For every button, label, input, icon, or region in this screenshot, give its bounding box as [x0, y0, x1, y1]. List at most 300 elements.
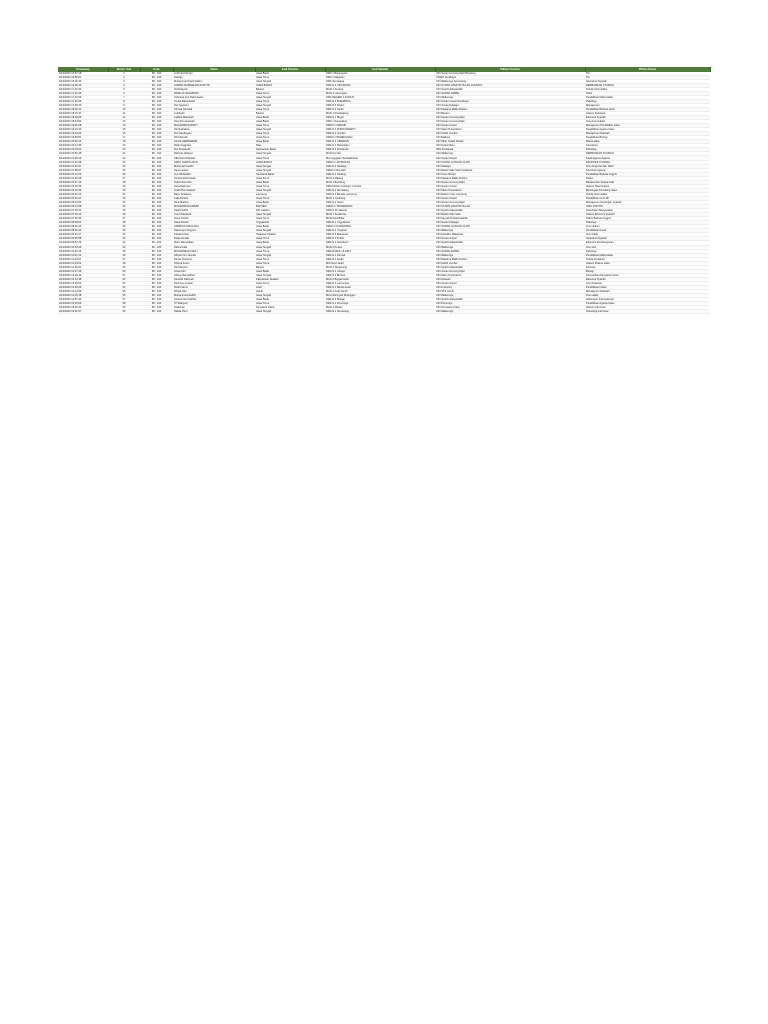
table-cell: 30 — [108, 188, 140, 192]
table-cell: 38 - 100 — [140, 132, 173, 136]
table-cell: Ulfa Nurul Hikmah — [173, 156, 255, 160]
table-cell: Kalimantan Selatan — [255, 277, 325, 281]
table-cell: 38 - 100 — [140, 124, 173, 128]
table-cell: Jawa Barat — [255, 298, 325, 302]
table-cell: 2/13/2020 20:33:02 — [58, 148, 108, 152]
table-cell: 2/13/2020 22:14:23 — [58, 172, 108, 176]
table-cell: 20 — [108, 148, 140, 152]
table-cell: 2/13/2020 20:02:14 — [58, 140, 108, 144]
table-cell: Ilmu Hadis — [585, 294, 710, 298]
table-cell: 2/14/2020 15:19:06 — [58, 302, 108, 306]
column-header[interactable]: Nomor Urut — [108, 67, 140, 72]
table-cell: Jawa Timur — [255, 132, 325, 136]
table-cell: UIN Sunan Ampel — [435, 124, 585, 128]
table-cell: 2/13/2020 22:30:48 — [58, 176, 108, 180]
column-header[interactable]: Timestamp — [58, 67, 108, 72]
table-cell: Pendidikan Matematika — [585, 95, 710, 99]
table-cell: Lampung — [255, 192, 325, 196]
table-cell: Hubungan Internasional — [585, 298, 710, 302]
table-cell: UIN Walisongo — [435, 152, 585, 156]
table-cell: Jawa Timur — [255, 237, 325, 241]
table-cell: Ekonomi Pembangunan — [585, 241, 710, 245]
table-cell: Jawa Barat — [255, 269, 325, 273]
table-cell: Teknologi Informasi — [585, 310, 710, 314]
table-cell: 38 - 100 — [140, 172, 173, 176]
table-cell: Sosiologi Agama — [585, 168, 710, 172]
table-cell: 38 - 100 — [140, 192, 173, 196]
table-cell: Ilmu Falak — [585, 233, 710, 237]
table-cell: UIN Sunan Ampel — [435, 156, 585, 160]
table-cell: MAN 2 Serang — [325, 87, 435, 91]
table-cell: Psi — [585, 75, 710, 79]
table-cell: SMA N 1 Garut — [325, 201, 435, 205]
table-cell: SMA N 1 Kediri — [325, 257, 435, 261]
table-cell: 2/14/2020 14:57:44 — [58, 298, 108, 302]
table-cell: 38 - 100 — [140, 306, 173, 310]
table-cell: Jawa Tengah — [255, 168, 325, 172]
table-cell: 2/13/2020 21:40:31 — [58, 164, 108, 168]
table-cell: SMA N 3 Pontianak — [325, 148, 435, 152]
table-cell: 38 - 100 — [140, 253, 173, 257]
table-cell: 38 - 100 — [140, 120, 173, 124]
table-cell: Jawa Barat — [255, 116, 325, 120]
table-cell: Pendidikan Matematika — [585, 253, 710, 257]
table-cell: 38 - 100 — [140, 79, 173, 83]
table-cell: MUHAMMAD RIZKY — [173, 124, 255, 128]
table-cell: Jawa Timur — [255, 91, 325, 95]
table-cell: Siti Fatimah — [173, 136, 255, 140]
table-cell: 2 — [108, 75, 140, 79]
table-cell: 38 - 100 — [140, 217, 173, 221]
table-cell: SMA N 1 Jember — [325, 132, 435, 136]
table-cell: Biologi — [585, 269, 710, 273]
table-cell: SMA N 1 Pekanbaru — [325, 144, 435, 148]
table-cell: Jawa Barat — [255, 201, 325, 205]
table-cell: MUHAMMAD FADLI — [173, 249, 255, 253]
table-cell: 38 - 100 — [140, 99, 173, 103]
table-cell: Riau — [255, 144, 325, 148]
table-cell: 2/13/2020 17:10:45 — [58, 91, 108, 95]
table-cell: 2/14/2020 11:01:33 — [58, 253, 108, 257]
table-cell: 2/13/2020 19:01:28 — [58, 124, 108, 128]
table-cell: UIN Raden Intan Lampung — [435, 192, 585, 196]
table-cell: UIN Maulana Malik Ibrahim — [435, 107, 585, 111]
table-cell: UIN Walisongo — [435, 310, 585, 314]
table-cell: 2/14/2020 13:10:38 — [58, 277, 108, 281]
table-cell: 7 — [108, 95, 140, 99]
table-cell: MAN Kendal — [325, 152, 435, 156]
table-cell: 38 - 100 — [140, 188, 173, 192]
table-cell: UIN Sunan Gunung Djati — [435, 116, 585, 120]
table-cell: Manajemen — [585, 103, 710, 107]
table-cell: 38 - 100 — [140, 152, 173, 156]
table-cell: 48 — [108, 261, 140, 265]
table-cell: UIN Walisongo — [435, 294, 585, 298]
table-cell: Jawa Timur — [255, 196, 325, 200]
table-cell: Mohamad Fadhil — [173, 164, 255, 168]
table-cell: 38 - 100 — [140, 298, 173, 302]
table-cell: 38 - 100 — [140, 277, 173, 281]
table-cell: Pendidikan Kimia — [585, 229, 710, 233]
table-cell: Akuntansi Syariah — [585, 237, 710, 241]
table-cell: 54 — [108, 285, 140, 289]
table-cell: 58 — [108, 302, 140, 306]
data-table — [58, 67, 711, 314]
table-cell: Yusuf Maulana — [173, 213, 255, 217]
table-cell: 13 — [108, 120, 140, 124]
table-cell: 38 - 100 — [140, 168, 173, 172]
table-cell: Gilang Ramadhan — [173, 273, 255, 277]
table-cell: 34 — [108, 205, 140, 209]
table-cell: 38 - 100 — [140, 75, 173, 79]
table-cell: 38 - 100 — [140, 257, 173, 261]
table-cell: 2/14/2020 06:01:27 — [58, 196, 108, 200]
table-cell: Yunita Rahmawati — [173, 99, 255, 103]
table-cell: Fauziah Rahmah — [173, 277, 255, 281]
table-cell: 38 - 100 — [140, 91, 173, 95]
table-cell: Jawa Tengah — [255, 213, 325, 217]
table-cell: 38 - 100 — [140, 144, 173, 148]
table-cell: 11 — [108, 111, 140, 115]
table-cell: 31 — [108, 192, 140, 196]
table-cell: 38 - 100 — [140, 221, 173, 225]
table-cell: Jawa Tengah — [255, 294, 325, 298]
table-cell: SMA N 1 Pemalang — [325, 188, 435, 192]
table-cell: PERBANKAN SYARIAH — [585, 152, 710, 156]
table-cell: UIN Maulana Malik Ibrahim — [435, 257, 585, 261]
table-cell: SMAN 1 Boyolali — [325, 168, 435, 172]
table-cell: 19 — [108, 144, 140, 148]
table-cell: 2/14/2020 10:40:15 — [58, 249, 108, 253]
table-cell: 2/14/2020 10:18:49 — [58, 245, 108, 249]
table-cell: SMA N 2 Salatiga — [325, 164, 435, 168]
table-cell: Hukum Ekonomi Syariah — [585, 213, 710, 217]
table-cell: JAWA BARAT — [255, 160, 325, 164]
table-cell: Indah Permatasari — [173, 188, 255, 192]
table-cell: Febriana Ayu Rahmawati — [173, 95, 255, 99]
table-cell: ANDRIAN MAULANA — [173, 225, 255, 229]
table-cell: Nabila Putri — [173, 310, 255, 314]
table-cell: UIN Saizu Purwokerto — [435, 128, 585, 132]
table-cell: 38 - 100 — [140, 83, 173, 87]
table-cell: Jawa Barat — [255, 140, 325, 144]
table-cell: 17 — [108, 136, 140, 140]
table-cell: Banten — [255, 111, 325, 115]
table-cell: Laila Fitriani — [173, 196, 255, 200]
table-cell: JAWA BARAT — [255, 83, 325, 87]
table-cell: 2/14/2020 09:35:58 — [58, 237, 108, 241]
table-cell: Dwi Septiani — [173, 103, 255, 107]
column-header[interactable]: Pilihan Kedua — [585, 67, 710, 72]
table-cell: 33 — [108, 201, 140, 205]
table-cell: Akuntansi Syariah — [585, 79, 710, 83]
table-cell: 40 — [108, 229, 140, 233]
table-cell: SMA N 1 Cianjur — [325, 269, 435, 273]
table-cell: UIN Walisongo Semarang — [435, 79, 585, 83]
table-cell: UNAIR Surabaya — [435, 75, 585, 79]
table-cell: Muhammad Farid Hakim — [173, 79, 255, 83]
table-cell: Jawa Tengah — [255, 273, 325, 277]
table-cell: Dewi Lestari — [173, 168, 255, 172]
table-cell: Ilham Ramadhan — [173, 241, 255, 245]
table-cell: Tri Wahyuni — [173, 302, 255, 306]
column-header[interactable]: Nama — [173, 67, 255, 72]
table-cell: MAN 2 Banjarmasin — [325, 277, 435, 281]
table-cell: Dimas Prasetyo — [173, 257, 255, 261]
table-cell: UIN Sunan Kalijaga — [435, 221, 585, 225]
table-cell: 2/14/2020 12:49:10 — [58, 273, 108, 277]
table-cell: MA Unggulan Tambakberas — [325, 156, 435, 160]
table-cell: 2/14/2020 08:31:20 — [58, 225, 108, 229]
table-cell: SMA N 1 SURABAYA — [325, 99, 435, 103]
table-cell: Luthfiyah — [173, 111, 255, 115]
table-cell: UIN Syarif Hidayatullah — [435, 298, 585, 302]
table-cell: BANTEN — [255, 205, 325, 209]
table-cell: SMA N 2 Bekasi — [325, 298, 435, 302]
table-cell: Lutfi Nurrohman — [173, 72, 255, 76]
table-cell: SMA 1 Magetan — [325, 75, 435, 79]
table-cell: Lailatul Mardiyah — [173, 116, 255, 120]
table-cell: UIN Sunan Gunung Djati — [435, 120, 585, 124]
table-cell: Hana Pertiwi — [173, 221, 255, 225]
table-cell: Nadia Safitri — [173, 209, 255, 213]
table-cell: UIN Raden Mas Said Surakarta — [435, 168, 585, 172]
table-cell: UIN KHAS Jember — [435, 132, 585, 136]
table-cell: Faisal Anwar — [173, 233, 255, 237]
table-cell: UIN Suska Riau — [435, 144, 585, 148]
table-cell: Ilmu Kelautan — [585, 281, 710, 285]
table-cell: 38 - 100 — [140, 229, 173, 233]
table-cell: 35 — [108, 209, 140, 213]
table-cell: Sistem Informasi — [585, 306, 710, 310]
table-cell: Pendidikan Guru MI — [585, 196, 710, 200]
table-cell: Annisa Rahmawati — [173, 176, 255, 180]
table-cell: UIN Syarif Hidayatullah — [435, 265, 585, 269]
table-cell: 25 — [108, 168, 140, 172]
table-cell: 9 — [108, 103, 140, 107]
table-cell: Jawa Timur — [255, 176, 325, 180]
table-cell: 38 - 100 — [140, 136, 173, 140]
table-cell: UIN SUNAN AMPEL — [435, 249, 585, 253]
table-cell: Banten — [255, 87, 325, 91]
table-row[interactable] — [58, 310, 710, 314]
table-cell: 59 — [108, 306, 140, 310]
table-cell: 38 - 100 — [140, 281, 173, 285]
table-cell: MA Futuhiyyah Mranggen — [325, 294, 435, 298]
table-cell: 2/14/2020 11:44:52 — [58, 261, 108, 265]
table-cell: Ilmu Gizi — [585, 245, 710, 249]
table-cell: Jawa Timur — [255, 217, 325, 221]
table-cell: 38 - 100 — [140, 72, 173, 76]
table-cell: 38 - 100 — [140, 201, 173, 205]
table-cell: AGUS HERMAWAN — [173, 140, 255, 144]
table-cell: SMA N 5 Makassar — [325, 233, 435, 237]
table-cell: 2/13/2020 17:22:09 — [58, 95, 108, 99]
table-cell: MA Nurul Jadid — [325, 261, 435, 265]
table-cell: Ekonomi Syariah — [585, 277, 710, 281]
table-cell: Studi Agama-Agama — [585, 156, 710, 160]
table-cell: Nur Khasanah — [173, 148, 255, 152]
table-cell: FATIH NURFAUZAN — [173, 160, 255, 164]
table-cell: Aulia Rahman — [173, 184, 255, 188]
table-cell: 12 — [108, 116, 140, 120]
table-cell: UIN SUNAN GUNUNG DJATI — [435, 160, 585, 164]
table-cell: SMA N 1 Padang — [325, 172, 435, 176]
table-cell: UIN Syarif Hidayatullah — [435, 241, 585, 245]
table-cell: Bahasa dan Sastra Arab — [585, 180, 710, 184]
table-cell: Psikologi — [585, 148, 710, 152]
table-cell: 37 — [108, 217, 140, 221]
table-cell: Pendidikan Bahasa Inggris — [585, 172, 710, 176]
table-cell: MAN 1 Surakarta — [325, 213, 435, 217]
table-cell: 2/14/2020 13:53:29 — [58, 285, 108, 289]
table-cell: Teknik Arsitektur — [585, 257, 710, 261]
table-cell: 38 - 100 — [140, 196, 173, 200]
table-cell: 38 - 100 — [140, 156, 173, 160]
table-cell: 38 - 100 — [140, 265, 173, 269]
table-cell: 18 — [108, 140, 140, 144]
table-cell: SMA N 1 PURWOKERTO — [325, 128, 435, 132]
table-cell: UIN Walisongo — [435, 229, 585, 233]
table-cell: 2/13/2020 22:47:19 — [58, 180, 108, 184]
table-cell: 38 - 100 — [140, 241, 173, 245]
table-cell: SMA N 1 Banda Aceh — [325, 285, 435, 289]
table-cell: Dian Purnamasari — [173, 120, 255, 124]
table-cell: 41 — [108, 233, 140, 237]
table-cell: Jawa Timur — [255, 136, 325, 140]
column-header[interactable]: Asal Provinsi — [255, 67, 325, 72]
table-cell: 2/13/2020 21:58:07 — [58, 168, 108, 172]
table-cell: 2/14/2020 07:25:13 — [58, 213, 108, 217]
table-cell: Annisa Nur Fadhila — [173, 298, 255, 302]
table-cell: 38 - 100 — [140, 285, 173, 289]
table-cell: SMAN 1 GRESIK — [325, 124, 435, 128]
table-cell: MAN 1 Pandeglang — [325, 111, 435, 115]
table-cell: UIN Sumatera Utara — [435, 306, 585, 310]
table-cell: Pendidikan Biologi — [585, 136, 710, 140]
table-cell: IAIN Pontianak — [435, 148, 585, 152]
table-cell: UIN Sunan Ampel Surabaya — [435, 99, 585, 103]
column-header[interactable]: Pilihan Pertama — [435, 67, 585, 72]
table-cell: 29 — [108, 184, 140, 188]
table-cell: 2/14/2020 07:46:39 — [58, 217, 108, 221]
table-cell: Ilmu Hukum — [585, 225, 710, 229]
table-cell: Hukum Pidana Islam — [585, 261, 710, 265]
table-cell: 38 - 100 — [140, 107, 173, 111]
table-cell: Farmasi — [585, 265, 710, 269]
table-cell: 2/14/2020 16:01:57 — [58, 310, 108, 314]
table-cell: UIN Antasari — [435, 277, 585, 281]
table-cell: 14 — [108, 124, 140, 128]
table-cell: 28 — [108, 180, 140, 184]
table-cell: PERBANKAN SYARIAH — [585, 83, 710, 87]
table-cell: Jawa Timur — [255, 249, 325, 253]
table-cell: UIN STS Jambi — [435, 290, 585, 294]
table-cell: 2/13/2020 21:06:16 — [58, 156, 108, 160]
table-cell: Rizki Anggraini — [173, 144, 255, 148]
table-cell: Siti Nurhaliza — [173, 128, 255, 132]
table-cell: 2/13/2020 16:02:44 — [58, 79, 108, 83]
table-cell: 38 - 100 — [140, 302, 173, 306]
table-cell: MAN 1 Medan — [325, 306, 435, 310]
table-cell: Manajemen Pendidikan Islam — [585, 124, 710, 128]
table-cell: Manajemen Keuangan Syariah — [585, 201, 710, 205]
table-cell: UIN Alauddin Makassar — [435, 233, 585, 237]
table-cell: 38 - 100 — [140, 87, 173, 91]
table-cell: Jawa Timur — [255, 156, 325, 160]
table-cell: Aceh — [255, 285, 325, 289]
table-cell: Jambi — [255, 290, 325, 294]
table-cell: DKI Jakarta — [255, 209, 325, 213]
table-cell: Jawa Timur — [255, 99, 325, 103]
table-cell: 38 - 100 — [140, 148, 173, 152]
table-cell: 5 — [108, 87, 140, 91]
table-cell: SMA 1 Sumedang — [325, 120, 435, 124]
table-cell: 2/14/2020 08:09:02 — [58, 221, 108, 225]
table-cell: Jawa Barat — [255, 120, 325, 124]
table-cell: 2/14/2020 13:32:04 — [58, 281, 108, 285]
table-cell: UIN Syarif Hidayatullah — [435, 87, 585, 91]
table-cell: 52 — [108, 277, 140, 281]
table-cell: 38 - 100 — [140, 269, 173, 273]
table-cell: UIN Syarif Hidayatullah — [435, 209, 585, 213]
table-cell: Komunikasi Penyiaran Islam — [585, 273, 710, 277]
column-header[interactable]: Kode — [140, 67, 173, 72]
table-cell: UIN Sayyid Ali Rahmatullah — [435, 217, 585, 221]
table-cell: 4 — [108, 83, 140, 87]
table-cell: 2/13/2020 18:30:05 — [58, 116, 108, 120]
table-cell: 2/13/2020 16:05:12 — [58, 83, 108, 87]
table-cell: SMA N 1 Brebes — [325, 273, 435, 277]
table-cell: Jawa Tengah — [255, 164, 325, 168]
table-cell: Jawa Tengah — [255, 79, 325, 83]
table-cell: UIN Walisongo — [435, 253, 585, 257]
table-cell: 50 — [108, 269, 140, 273]
table-cell: 2/13/2020 20:51:45 — [58, 152, 108, 156]
table-cell: Sukotjo — [173, 75, 255, 79]
table-cell: 38 - 100 — [140, 245, 173, 249]
table-cell: UIN Siber Syekh Nurjati — [435, 140, 585, 144]
table-cell: SMA DARUL ULUM 2 — [325, 249, 435, 253]
table-cell: UIN KHAS Jember — [435, 261, 585, 265]
table-cell: Jawa Timur — [255, 257, 325, 261]
table-cell: Sulawesi Selatan — [255, 233, 325, 237]
table-cell: 38 - 100 — [140, 205, 173, 209]
table-cell: 2/14/2020 07:03:41 — [58, 209, 108, 213]
table-cell: Ilmu Al-Quran dan Tafsir — [585, 164, 710, 168]
table-cell: 38 - 100 — [140, 237, 173, 241]
table-cell: 38 - 100 — [140, 310, 173, 314]
table-cell: SMA N 1 Ponorogo — [325, 302, 435, 306]
column-header[interactable]: Asal Sekolah — [325, 67, 435, 72]
table-cell: 2/13/2020 17:48:20 — [58, 103, 108, 107]
table-cell: 57 — [108, 298, 140, 302]
table-cell: UIN Sunan Gunung Djati — [435, 269, 585, 273]
table-cell: Rahmat Hidayat — [173, 152, 255, 156]
table-cell: UIN Sunan Ampel — [435, 196, 585, 200]
table-cell: Riska Amelia — [173, 237, 255, 241]
table-cell: Hukum Keluarga — [585, 111, 710, 115]
table-cell: 56 — [108, 294, 140, 298]
table-cell: Psikologi — [585, 249, 710, 253]
table-cell: UIN Maulana Malik Ibrahim — [435, 176, 585, 180]
table-cell: 2/13/2020 15:57:18 — [58, 72, 108, 76]
table-cell: 22 — [108, 156, 140, 160]
table-cell: 2/13/2020 23:19:36 — [58, 188, 108, 192]
table-cell: MAN 1 Jombang — [325, 196, 435, 200]
table-cell: UIN Ponorogo — [435, 302, 585, 306]
table-cell: 2/13/2020 20:17:39 — [58, 144, 108, 148]
